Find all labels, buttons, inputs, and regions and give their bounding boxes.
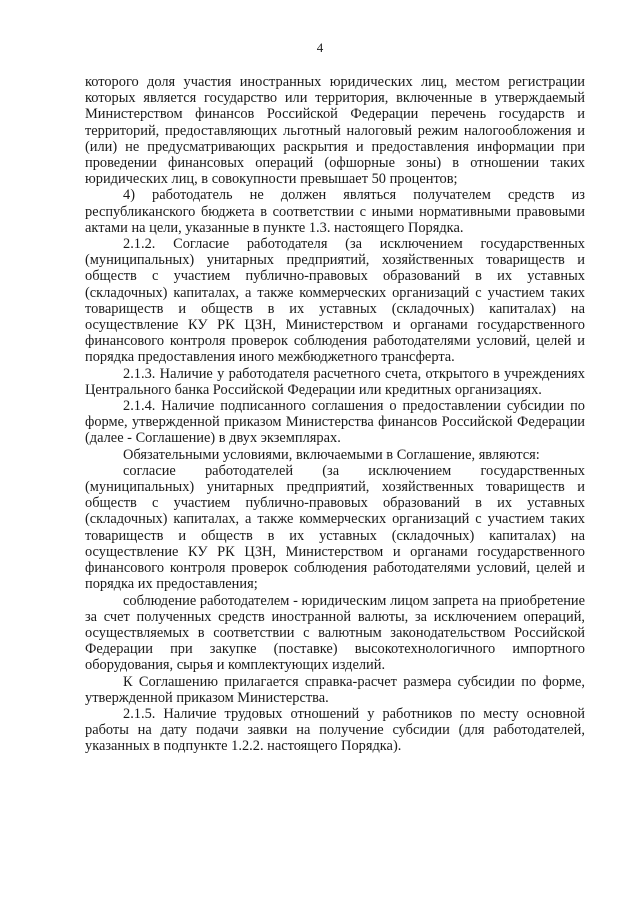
- paragraph-continuation: которого доля участия иностранных юридических лиц, местом регистрации которых является государство или территория, включенные в утверждаемый Министерством финансов Российской Федерации перечень государств и территорий, предоставляющих льготный налоговый режим налогообложения и (или) не предусматривающих раскрытия и предоставления информации при проведении финансовых операций (офшорные зоны) в отношении таких юридических лиц, в совокупности превышает 50 процентов;: [85, 74, 585, 188]
- paragraph-currency-condition: соблюдение работодателем - юридическим лицом запрета на приобретение за счет полученных средств иностранной валюты, за исключением операций, осуществляемых в соответствии с валютным законодательством Российской Федерации при закупке (поставке) высокотехнологичного импортного оборудования, сырья и комплектующих изделий.: [85, 592, 585, 674]
- paragraph-consent-condition: согласие работодателей (за исключением государственных (муниципальных) унитарных предприятий, хозяйственных товариществ и обществ с участием публично-правовых образований в их уставных (складочных) капиталах, а также коммерческих организаций с участием таких товариществ и обществ в их уставных (складочных) капиталах) на осуществление КУ РК ЦЗН, Министерством и органами государственного финансового контроля проверок соблюдения работодателями условий, целей и порядка их предоставления;: [85, 462, 585, 593]
- paragraph-2-1-5: 2.1.5. Наличие трудовых отношений у работников по месту основной работы на дату подачи заявки на получение субсидии (для работодателей, указанных в подпункте 1.2.2. настоящего Порядка).: [85, 705, 585, 755]
- paragraph-item-4: 4) работодатель не должен являться получателем средств из республиканского бюджета в соответствии с иными нормативными правовыми актами на цели, указанные в пункте 1.3. настоящего Порядка.: [85, 187, 585, 236]
- paragraph-2-1-2: 2.1.2. Согласие работодателя (за исключением государственных (муниципальных) унитарных предприятий, хозяйственных товариществ и обществ с участием публично-правовых образований в их уставных (складочных) капиталах, а также коммерческих организаций с участием таких товариществ и обществ в их уставных (складочных) капиталах) на осуществление КУ РК ЦЗН, Министерством и органами государственного финансового контроля проверок соблюдения работодателями условий, целей и порядка предоставления иного межбюджетного трансферта.: [85, 236, 585, 366]
- paragraph-2-1-4: 2.1.4. Наличие подписанного соглашения о предоставлении субсидии по форме, утвержденной приказом Министерства финансов Российской Федерации (далее - Соглашение) в двух экземплярах.: [85, 398, 585, 447]
- paragraph-attachment: К Соглашению прилагается справка-расчет размера субсидии по форме, утвержденной приказом Министерства.: [85, 673, 585, 706]
- paragraph-mandatory-conditions: Обязательными условиями, включаемыми в Соглашение, являются:: [123, 446, 540, 463]
- page-number: 4: [316, 40, 324, 55]
- document-body: [85, 74, 585, 755]
- paragraph-2-1-3: 2.1.3. Наличие у работодателя расчетного счета, открытого в учреждениях Центрального банка Российской Федерации или кредитных организациях.: [85, 365, 585, 398]
